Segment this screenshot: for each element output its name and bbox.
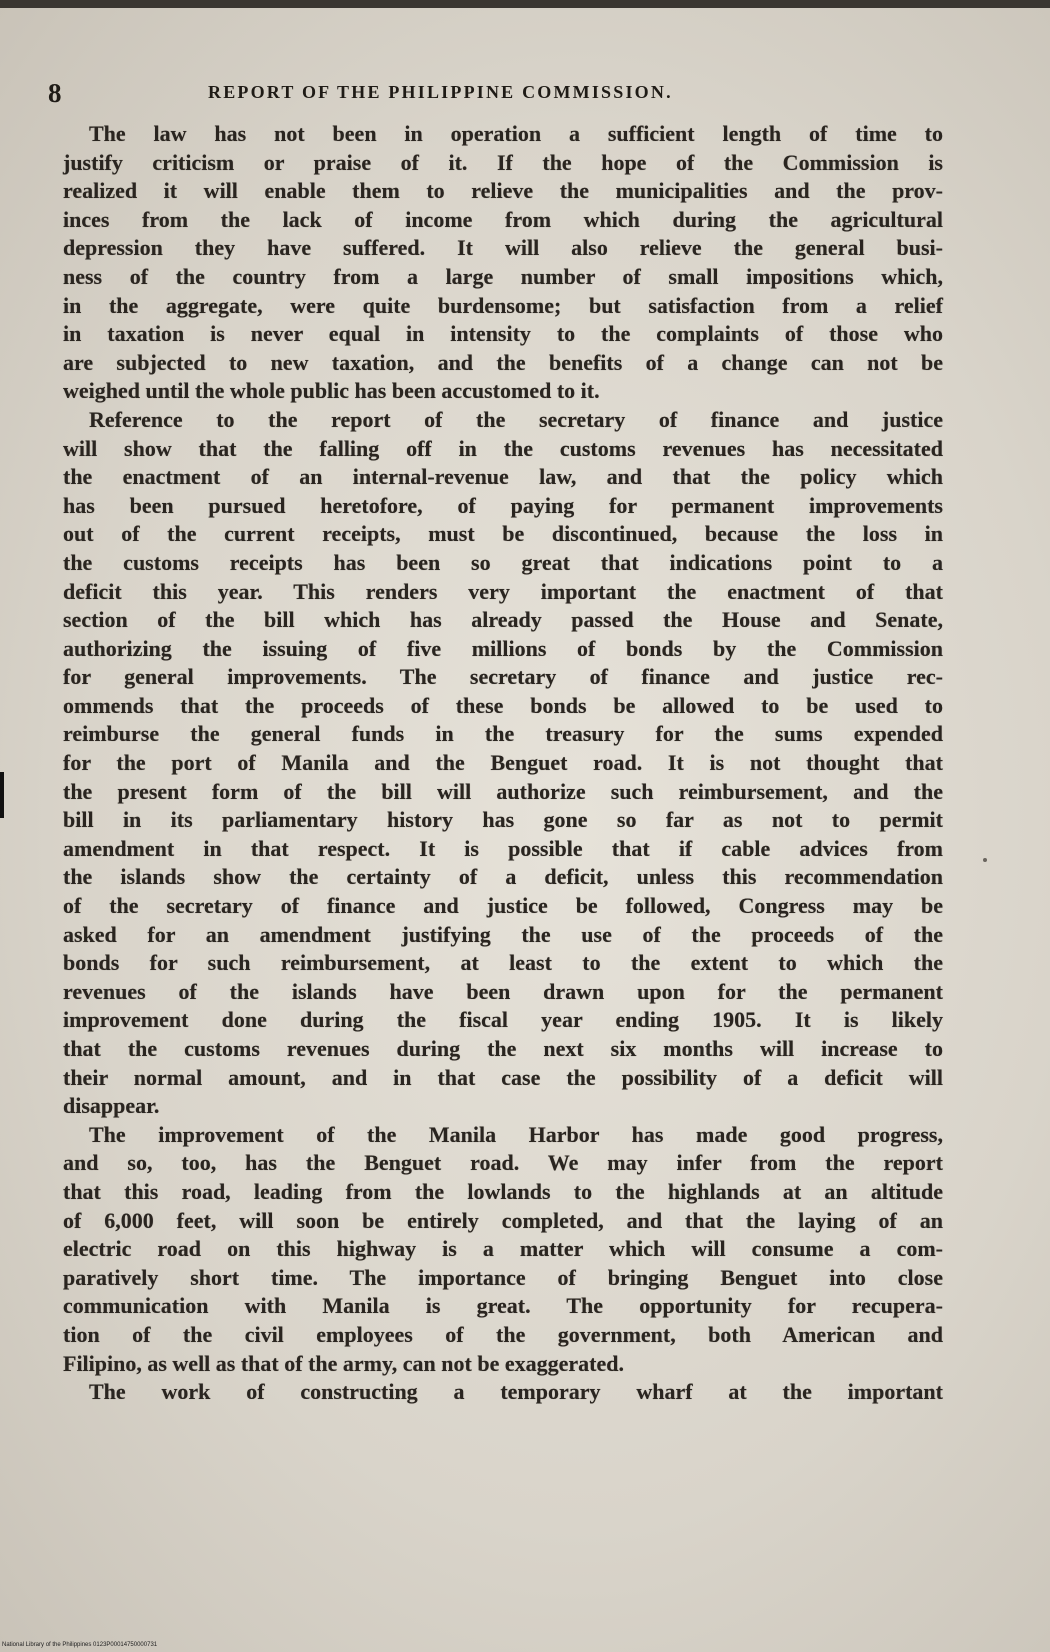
page-number: 8 [48,78,62,108]
text-line: the islands show the certainty of a deficit, unless this recommendation [63,864,943,890]
page-header [48,78,948,118]
text-line: ommends that the proceeds of these bonds be allowed to be used to [63,692,943,718]
text-line: the enactment of an internal-revenue law, and that the policy which [63,464,943,490]
text-line: inces from the lack of income from which during the agricultural [63,206,943,232]
text-line: authorizing the issuing of five millions of bonds by the Commission [63,635,943,661]
text-line: ness of the country from a large number of small impositions which, [63,263,943,289]
text-line: paratively short time. The importance of bringing Benguet into close [63,1264,943,1290]
text-line: improvement done during the fiscal year ending 1905. It is likely [63,1007,943,1033]
text-line: electric road on this highway is a matter which will consume a com- [63,1236,943,1262]
text-line: will show that the falling off in the customs revenues has necessitated [63,435,943,461]
text-line: disappear. [63,1093,160,1119]
text-line: deficit this year. This renders very important the enactment of that [63,578,943,604]
text-line: The work of constructing a temporary wharf at the important [89,1379,943,1405]
text-line: their normal amount, and in that case the possibility of a deficit will [63,1064,943,1090]
text-line: communication with Manila is great. The opportunity for recupera- [63,1293,943,1319]
text-line: justify criticism or praise of it. If the hope of the Commission is [63,149,943,175]
scan-top-edge [0,0,1050,8]
text-line: Filipino, as well as that of the army, can not be exaggerated. [63,1350,624,1376]
text-line: are subjected to new taxation, and the benefits of a change can not be [63,349,943,375]
text-line: the present form of the bill will authorize such reimbursement, and the [63,778,943,804]
running-title: REPORT OF THE PHILIPPINE COMMISSION. [208,82,673,102]
text-line: bill in its parliamentary history has gone so far as not to permit [63,807,943,833]
body-text [63,120,943,1407]
text-line: that the customs revenues during the next six months will increase to [63,1036,943,1061]
text-line: out of the current receipts, must be discontinued, because the loss in [63,521,943,547]
text-line: of 6,000 feet, will soon be entirely completed, and that the laying of an [63,1207,943,1233]
text-line: bonds for such reimbursement, at least to the extent to which the [63,950,943,976]
text-line: amendment in that respect. It is possible that if cable advices from [63,835,943,861]
text-line: has been pursued heretofore, of paying for permanent improvements [63,492,943,518]
text-line: The improvement of the Manila Harbor has made good progress, [89,1121,943,1147]
text-line: tion of the civil employees of the government, both American and [63,1321,943,1347]
text-line: in the aggregate, were quite burdensome; but satisfaction from a relief [63,292,943,318]
text-line: for general improvements. The secretary of finance and justice rec- [63,664,943,690]
text-line: asked for an amendment justifying the use of the proceeds of the [63,921,943,947]
text-line: revenues of the islands have been drawn upon for the permanent [63,978,943,1004]
text-line: that this road, leading from the lowlands to the highlands at an altitude [63,1178,943,1204]
text-line: of the secretary of finance and justice be followed, Congress may be [63,893,943,919]
text-line: Reference to the report of the secretary of finance and justice [89,406,943,432]
text-line: for the port of Manila and the Benguet road. It is not thought that [63,750,943,776]
text-line: realized it will enable them to relieve the municipalities and the prov- [63,178,943,204]
text-line: the customs receipts has been so great that indications point to a [63,549,943,575]
scan-footer-caption: National Library of the Philippines 0123P00014750000731 [2,1642,158,1648]
text-line: reimburse the general funds in the treasury for the sums expended [63,721,943,747]
scan-speck [983,858,987,862]
scan-edge-mark [0,772,4,818]
text-line: in taxation is never equal in intensity to the complaints of those who [63,321,943,347]
text-line: depression they have suffered. It will also relieve the general busi- [63,235,943,261]
text-line: The law has not been in operation a sufficient length of time to [89,121,943,146]
text-line: and so, too, has the Benguet road. We may infer from the report [63,1150,943,1176]
text-line: weighed until the whole public has been accustomed to it. [63,378,600,404]
text-line: section of the bill which has already passed the House and Senate, [63,607,943,633]
